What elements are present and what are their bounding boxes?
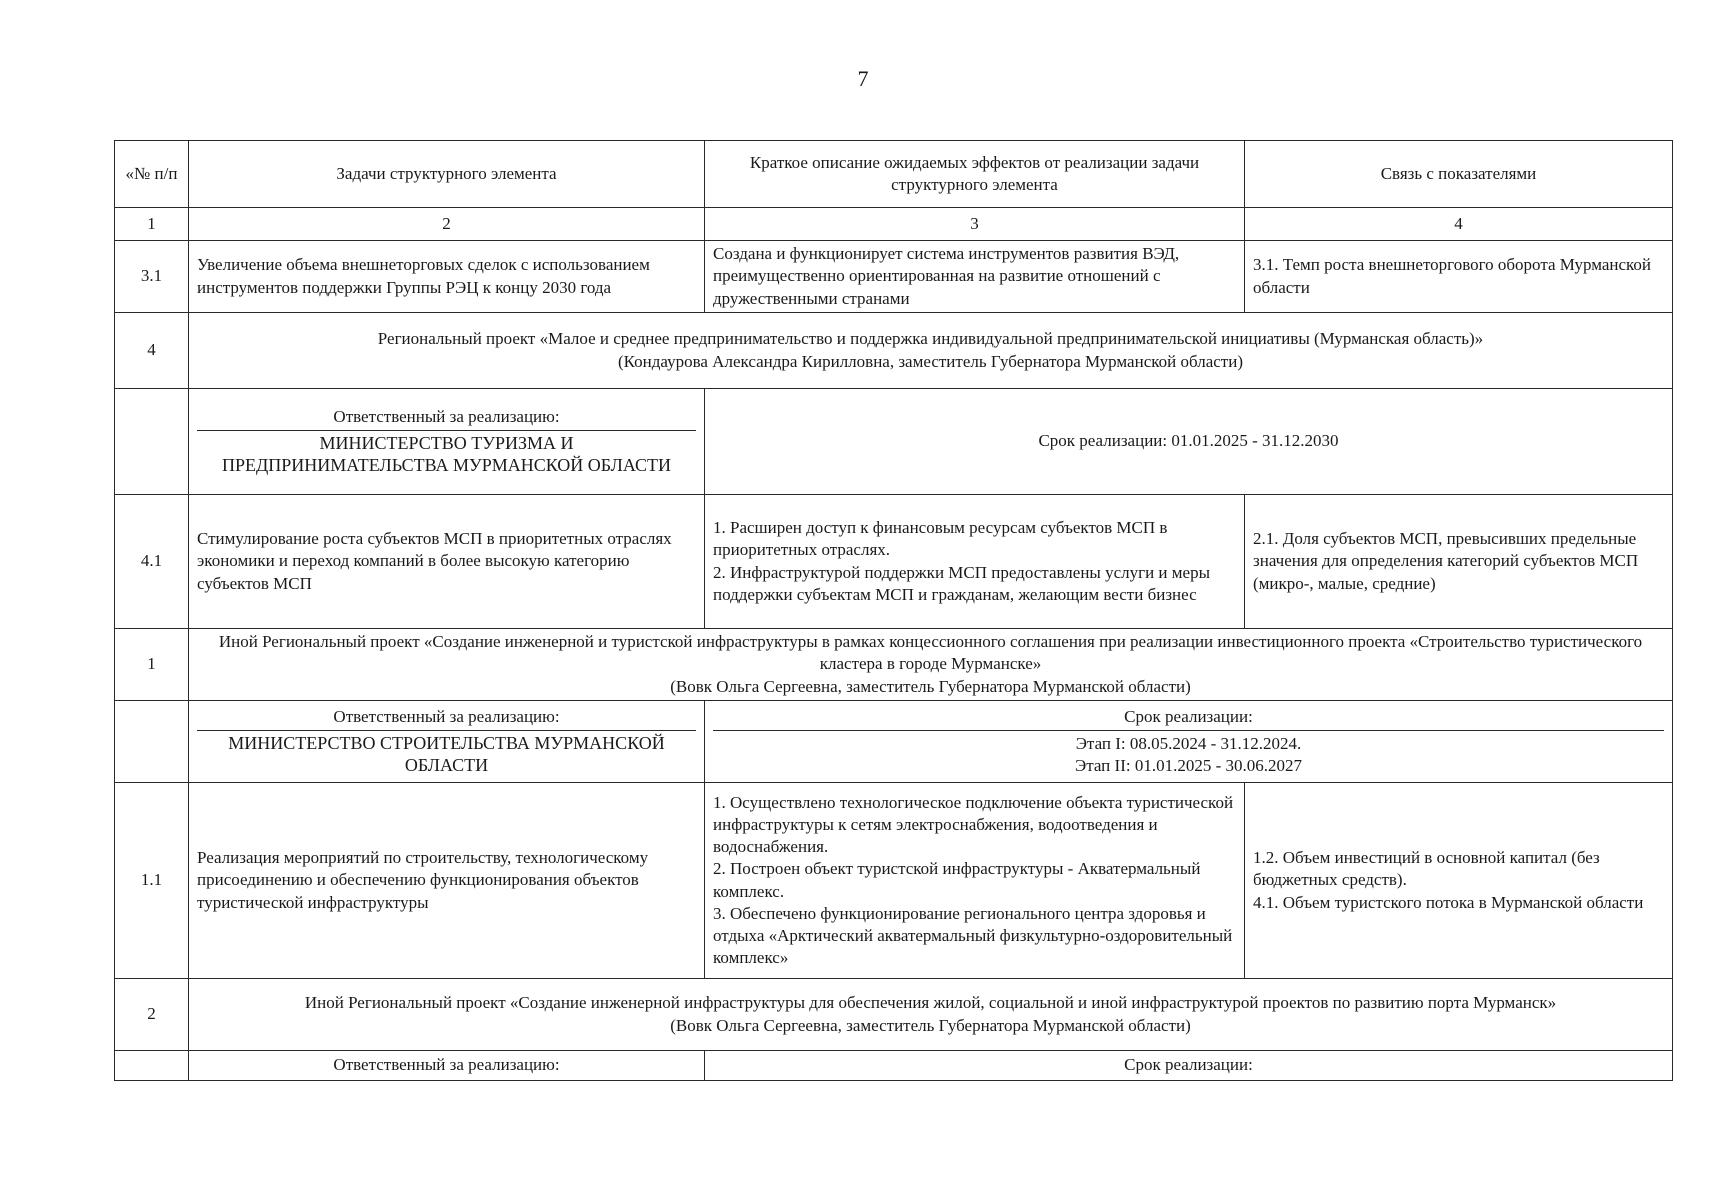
task-cell: Увеличение объема внешнеторговых сделок с использованием инструментов поддержки Группы РЭЦ к концу 2030 года bbox=[189, 241, 705, 313]
project-curator: (Кондаурова Александра Кирилловна, заместитель Губернатора Мурманской области) bbox=[618, 351, 1243, 371]
col-number-3: 3 bbox=[705, 208, 1245, 241]
responsible-cell bbox=[189, 701, 705, 783]
project-curator: (Вовк Ольга Сергеевна, заместитель Губернатора Мурманской области) bbox=[670, 1015, 1191, 1035]
effect-item: 2. Инфраструктурой поддержки МСП предоставлены услуги и меры поддержки субъектам МСП и гражданам, желающим вести бизнес bbox=[713, 562, 1211, 604]
row-number-empty bbox=[115, 701, 189, 783]
responsible-cell bbox=[189, 389, 705, 495]
indicator-item: 1.2. Объем инвестиций в основной капитал (без бюджетных средств). bbox=[1253, 848, 1600, 890]
indicators-cell: 3.1. Темп роста внешнеторгового оборота Мурманской области bbox=[1245, 241, 1673, 313]
header-number: «№ п/п bbox=[115, 141, 189, 208]
row-number: 4.1 bbox=[115, 495, 189, 629]
col-number-1: 1 bbox=[115, 208, 189, 241]
table-row bbox=[115, 783, 1673, 979]
row-number-empty bbox=[115, 389, 189, 495]
row-number: 4 bbox=[115, 313, 189, 389]
header-tasks: Задачи структурного элемента bbox=[189, 141, 705, 208]
effect-item: 2. Построен объект туристской инфраструктуры - Акватермальный комплекс. bbox=[713, 859, 1201, 901]
task-cell: Стимулирование роста субъектов МСП в приоритетных отраслях экономики и переход компаний в более высокую категорию субъектов МСП bbox=[189, 495, 705, 629]
project-title: Региональный проект «Малое и среднее предпринимательство и поддержка индивидуальной предпринимательской инициативы (Мурманская область)» bbox=[377, 329, 1484, 349]
indicators-cell: 2.1. Доля субъектов МСП, превысивших предельные значения для определения категорий субъектов МСП (микро-, малые, средние) bbox=[1245, 495, 1673, 629]
row-number: 1.1 bbox=[115, 783, 189, 979]
project-title: Иной Региональный проект «Создание инженерной и туристской инфраструктуры в рамках концессионного соглашения при реализации инвестиционного проекта «Строительство туристического кластера в городе Мурманске» bbox=[218, 632, 1643, 674]
effects-cell: Создана и функционирует система инструментов развития ВЭД, преимущественно ориентированная на развитие отношений с дружественными странами bbox=[705, 241, 1245, 313]
structural-elements-table bbox=[114, 140, 1673, 1081]
responsible-row bbox=[115, 701, 1673, 783]
term-stage-1: Этап I: 08.05.2024 - 31.12.2024. bbox=[1075, 733, 1302, 753]
page-number: 7 bbox=[857, 66, 869, 91]
responsible-label: Ответственный за реализацию: bbox=[197, 404, 696, 431]
header-indicators: Связь с показателями bbox=[1245, 141, 1673, 208]
row-number: 2 bbox=[115, 979, 189, 1051]
row-number-empty bbox=[115, 1051, 189, 1081]
project-row bbox=[115, 313, 1673, 389]
effects-cell bbox=[705, 783, 1245, 979]
effects-cell bbox=[705, 495, 1245, 629]
term-label: Срок реализации: bbox=[705, 1051, 1673, 1081]
header-effects: Краткое описание ожидаемых эффектов от реализации задачи структурного элемента bbox=[705, 141, 1245, 208]
table-row bbox=[115, 495, 1673, 629]
project-row bbox=[115, 629, 1673, 701]
column-numbers-row bbox=[115, 208, 1673, 241]
responsible-organization: МИНИСТЕРСТВО ТУРИЗМА И ПРЕДПРИНИМАТЕЛЬСТВА МУРМАНСКОЙ ОБЛАСТИ bbox=[222, 433, 671, 476]
responsible-organization: МИНИСТЕРСТВО СТРОИТЕЛЬСТВА МУРМАНСКОЙ ОБЛАСТИ bbox=[228, 733, 665, 776]
effect-item: 1. Расширен доступ к финансовым ресурсам субъектов МСП в приоритетных отраслях. bbox=[713, 518, 1168, 560]
col-number-4: 4 bbox=[1245, 208, 1673, 241]
term-label: Срок реализации: bbox=[713, 704, 1664, 731]
table-row bbox=[115, 241, 1673, 313]
project-row bbox=[115, 979, 1673, 1051]
indicators-cell bbox=[1245, 783, 1673, 979]
task-cell: Реализация мероприятий по строительству, технологическому присоединению и обеспечению функционирования объектов туристической инфраструктуры bbox=[189, 783, 705, 979]
effect-item: 1. Осуществлено технологическое подключение объекта туристической инфраструктуры к сетям электроснабжения, водоотведения и водоснабжения. bbox=[713, 793, 1234, 857]
indicator-item: 4.1. Объем туристского потока в Мурманской области bbox=[1253, 892, 1644, 912]
implementation-term: Срок реализации: 01.01.2025 - 31.12.2030 bbox=[705, 389, 1673, 495]
project-curator: (Вовк Ольга Сергеевна, заместитель Губернатора Мурманской области) bbox=[670, 676, 1191, 696]
project-title: Иной Региональный проект «Создание инженерной инфраструктуры для обеспечения жилой, социальной и иной инфраструктурой проектов по развитию порта Мурманск» bbox=[304, 993, 1557, 1013]
term-stage-2: Этап II: 01.01.2025 - 30.06.2027 bbox=[1075, 756, 1302, 776]
project-title-cell bbox=[189, 629, 1673, 701]
effect-item: 3. Обеспечено функционирование регионального центра здоровья и отдыха «Арктический акватермальный физкультурно-оздоровительный комплекс» bbox=[713, 903, 1233, 967]
implementation-term bbox=[705, 701, 1673, 783]
table-header-row bbox=[115, 141, 1673, 208]
col-number-2: 2 bbox=[189, 208, 705, 241]
project-title-cell bbox=[189, 313, 1673, 389]
row-number: 3.1 bbox=[115, 241, 189, 313]
responsible-row bbox=[115, 389, 1673, 495]
responsible-label: Ответственный за реализацию: bbox=[197, 704, 696, 731]
responsible-label: Ответственный за реализацию: bbox=[189, 1051, 705, 1081]
row-number: 1 bbox=[115, 629, 189, 701]
project-title-cell bbox=[189, 979, 1673, 1051]
responsible-row bbox=[115, 1051, 1673, 1081]
